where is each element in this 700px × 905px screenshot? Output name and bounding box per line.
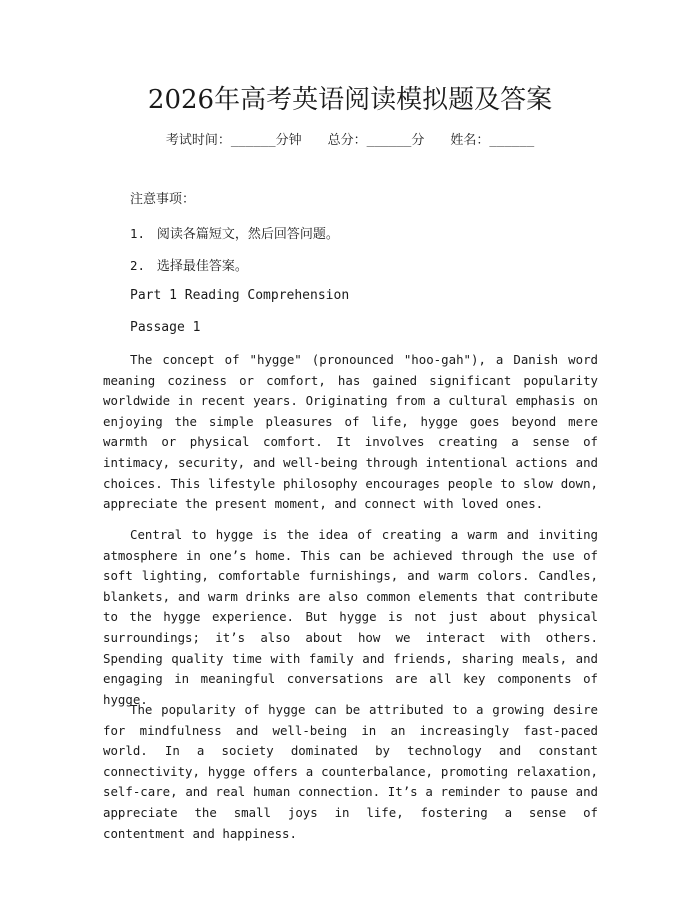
note-item-1-number: 1.	[130, 226, 145, 241]
name-blank: ______	[489, 132, 535, 147]
name-label: 姓名：	[450, 133, 490, 148]
document-title: 2026年高考英语阅读模拟题及答案	[147, 85, 553, 115]
total-score-blank: ______	[366, 132, 412, 147]
note-item-1	[130, 224, 339, 245]
passage-heading: Passage 1	[130, 320, 201, 335]
passage-paragraph-1: The concept of "hygge" (pronounced "hoo-gah"), a Danish word meaning coziness or comfort, has gained significant popularity worldwide in recent years. Originating from a cultural emphasis on enjoying the simple pleasures of life, hygge goes beyond mere warmth or physical comfort. It involves creating a sense of intimacy, security, and well-being through intentional actions and choices. This lifestyle philosophy encourages people to slow down, appreciate the present moment, and connect with loved ones.	[103, 352, 598, 512]
passage-paragraph-2: Central to hygge is the idea of creating a warm and inviting atmosphere in one’s home. This can be achieved through the use of soft lighting, comfortable furnishings, and warm colors. Candles, blankets, and warm drinks are also common elements that contribute to the hygge experience. But hygge is not just about physical surroundings; it’s also about how we interact with others. Spending quality time with family and friends, sharing meals, and engaging in meaningful conversations are all key components of hygge.	[103, 527, 598, 707]
total-score-label: 总分：	[327, 133, 367, 148]
notes-heading: 注意事项：	[130, 192, 196, 207]
exam-time-unit: 分钟	[275, 133, 302, 148]
note-item-1-text: 阅读各篇短文，然后回答问题。	[156, 227, 339, 242]
exam-info-line	[0, 130, 700, 151]
total-score-unit: 分	[411, 133, 425, 148]
note-item-2	[130, 256, 248, 277]
exam-time-label: 考试时间：	[165, 133, 231, 148]
note-item-2-number: 2.	[130, 258, 145, 273]
part-heading: Part 1 Reading Comprehension	[130, 288, 350, 303]
exam-time-blank: ______	[230, 132, 276, 147]
note-item-2-text: 选择最佳答案。	[156, 259, 248, 274]
passage-paragraph-3: The popularity of hygge can be attributed to a growing desire for mindfulness and well-being in an increasingly fast-paced world. In a society dominated by technology and constant connectivity, hygge offers a counterbalance, promoting relaxation, self-care, and real human connection. It’s a reminder to pause and appreciate the small joys in life, fostering a sense of contentment and happiness.	[103, 702, 598, 841]
